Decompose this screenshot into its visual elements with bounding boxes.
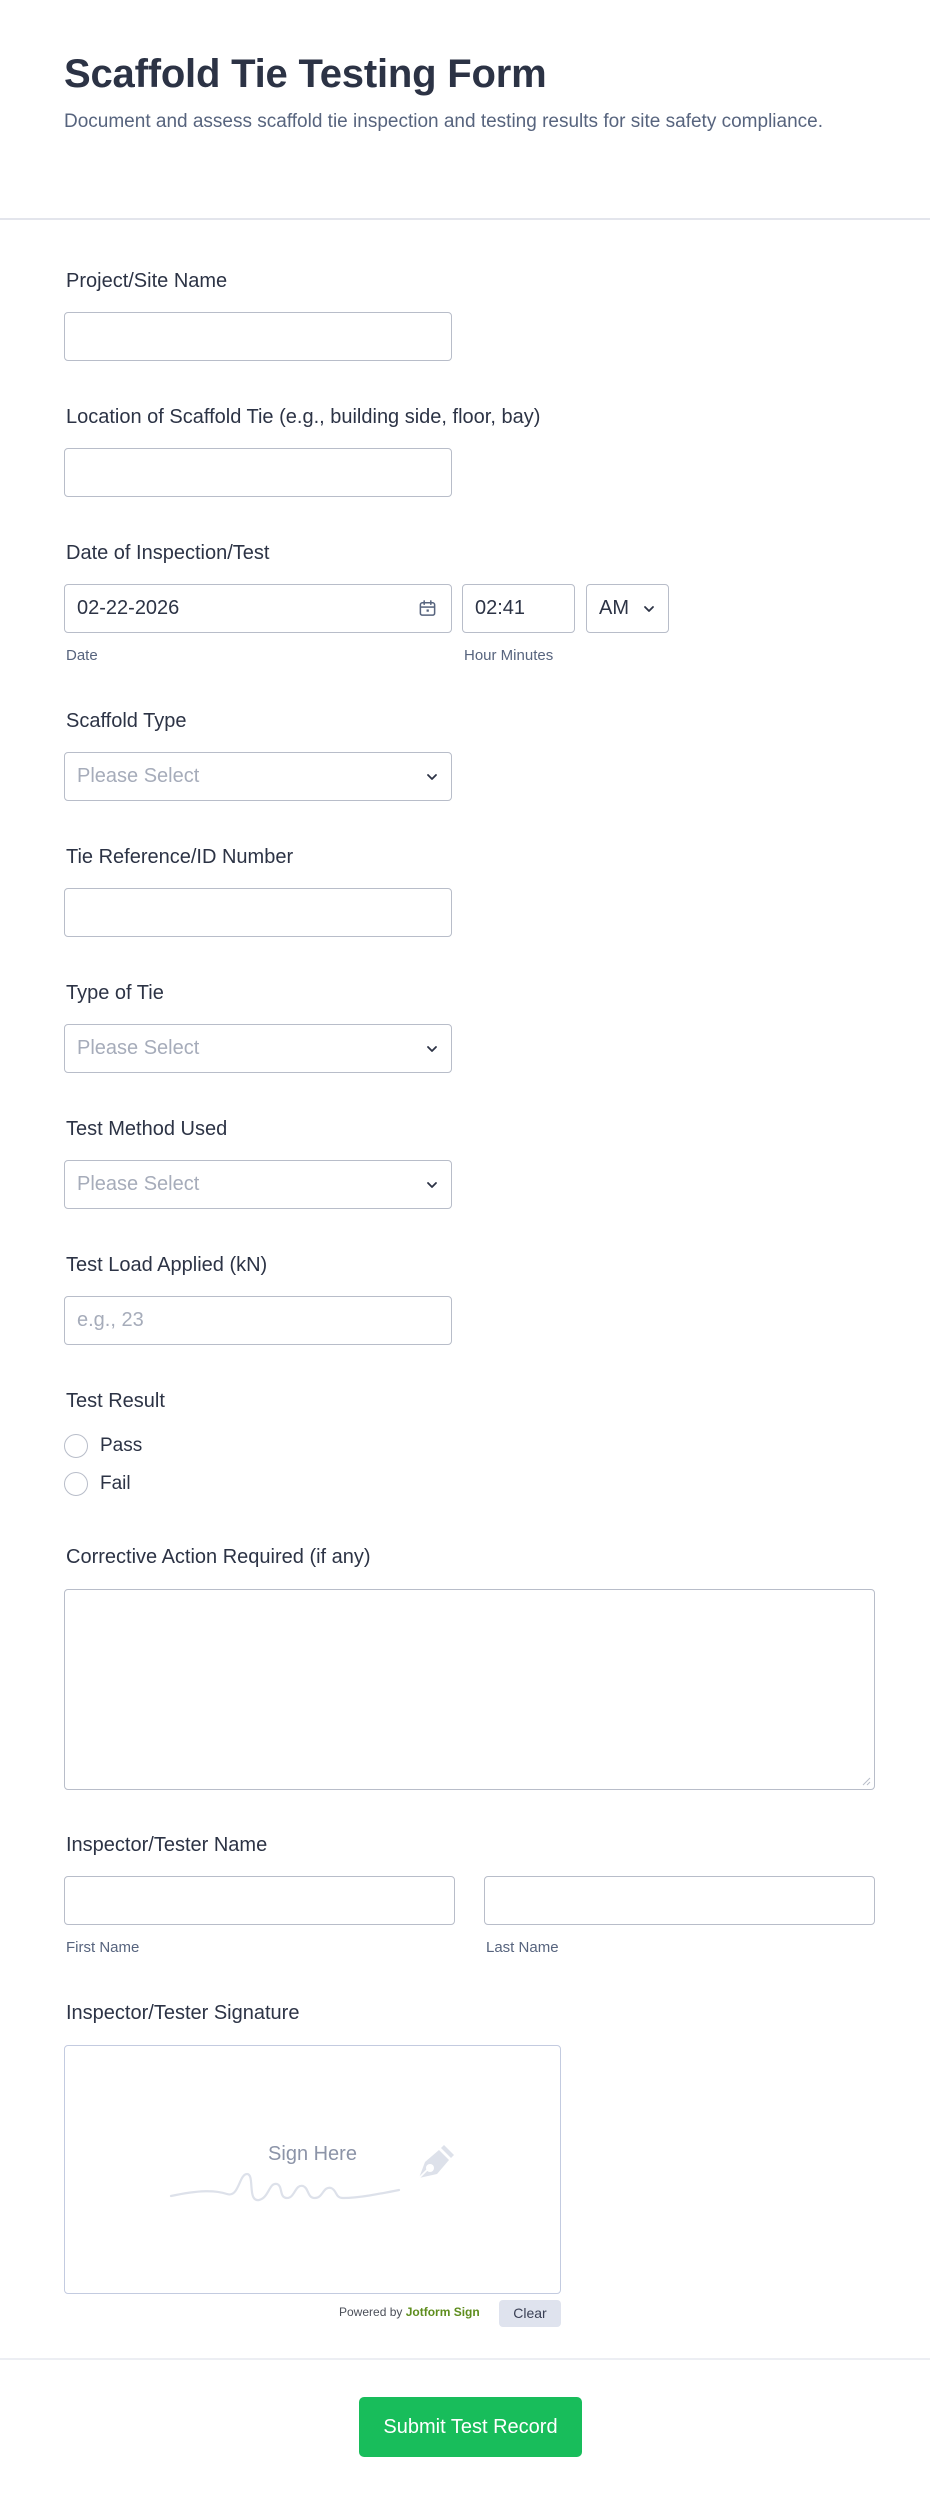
- test-method-select[interactable]: Please Select: [64, 1160, 452, 1209]
- location-input[interactable]: [64, 448, 452, 497]
- chevron-down-icon: [425, 1042, 439, 1056]
- form-header: [0, 0, 930, 220]
- radio-fail-label[interactable]: Fail: [100, 1473, 131, 1494]
- form-title: Scaffold Tie Testing Form: [64, 52, 547, 96]
- chevron-down-icon: [425, 1178, 439, 1192]
- type-of-tie-select[interactable]: Please Select: [64, 1024, 452, 1073]
- signature-label: Inspector/Tester Signature: [66, 2002, 300, 2024]
- chevron-down-icon: [642, 602, 656, 616]
- scaffold-type-select[interactable]: Please Select: [64, 752, 452, 801]
- test-load-input[interactable]: e.g., 23: [64, 1296, 452, 1345]
- corrective-action-label: Corrective Action Required (if any): [66, 1546, 371, 1568]
- project-site-name-label: Project/Site Name: [66, 270, 228, 292]
- sign-here-placeholder: Sign Here: [268, 2143, 357, 2165]
- inspector-name-label: Inspector/Tester Name: [66, 1834, 268, 1856]
- form-subtitle: Document and assess scaffold tie inspection and testing results for site safety compliance.: [64, 111, 823, 132]
- type-of-tie-label: Type of Tie: [66, 982, 164, 1004]
- submit-button[interactable]: Submit Test Record: [359, 2397, 582, 2457]
- test-result-label: Test Result: [66, 1390, 165, 1412]
- powered-by-text: Powered by Jotform Sign: [339, 2305, 480, 2319]
- date-input[interactable]: 02-22-2026: [64, 584, 452, 633]
- date-of-inspection-label: Date of Inspection/Test: [66, 542, 270, 564]
- first-name-input[interactable]: [64, 1876, 455, 1925]
- tie-reference-label: Tie Reference/ID Number: [66, 846, 294, 868]
- radio-pass[interactable]: [64, 1434, 88, 1458]
- time-input[interactable]: 02:41: [462, 584, 575, 633]
- chevron-down-icon: [425, 770, 439, 784]
- resize-handle-icon[interactable]: [861, 1776, 871, 1786]
- radio-fail[interactable]: [64, 1472, 88, 1496]
- footer-divider: [0, 2358, 930, 2360]
- signature-pad[interactable]: [64, 2045, 561, 2294]
- test-load-label: Test Load Applied (kN): [66, 1254, 268, 1276]
- last-name-input[interactable]: [484, 1876, 875, 1925]
- date-sublabel: Date: [66, 647, 98, 664]
- project-site-name-input[interactable]: [64, 312, 452, 361]
- test-method-label: Test Method Used: [66, 1118, 228, 1140]
- tie-reference-input[interactable]: [64, 888, 452, 937]
- first-name-sublabel: First Name: [66, 1939, 140, 1956]
- calendar-icon[interactable]: [418, 599, 437, 618]
- corrective-action-textarea[interactable]: [64, 1589, 875, 1790]
- last-name-sublabel: Last Name: [486, 1939, 559, 1956]
- ampm-select[interactable]: AM: [586, 584, 669, 633]
- scaffold-type-label: Scaffold Type: [66, 710, 187, 732]
- jotform-sign-brand: Jotform Sign: [405, 2305, 480, 2319]
- location-label: Location of Scaffold Tie (e.g., building side, floor, bay): [66, 406, 541, 428]
- clear-signature-button[interactable]: Clear: [499, 2300, 561, 2327]
- time-sublabel: Hour Minutes: [464, 647, 554, 664]
- radio-pass-label[interactable]: Pass: [100, 1435, 143, 1456]
